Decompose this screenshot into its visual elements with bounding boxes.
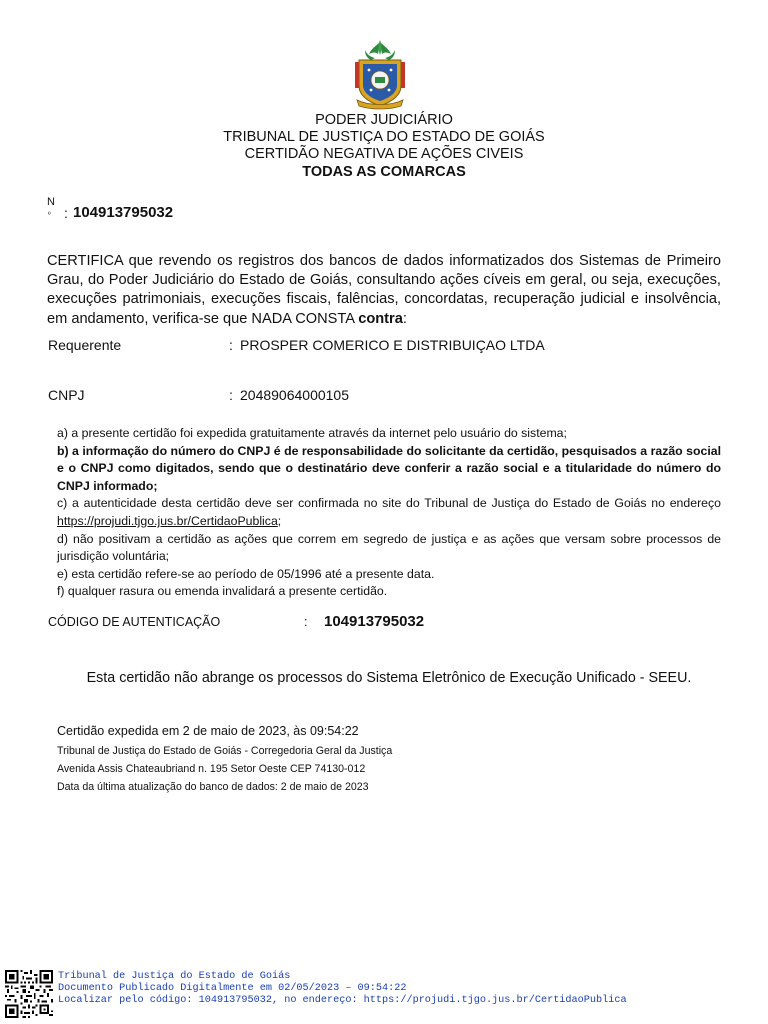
authentication-label: CÓDIGO DE AUTENTICAÇÃO xyxy=(48,615,221,629)
note-f: f) qualquer rasura ou emenda invalidará a presente certidão. xyxy=(57,584,388,599)
header-court-name: TRIBUNAL DE JUSTIÇA DO ESTADO DE GOIÁS xyxy=(223,129,545,145)
notes-list xyxy=(57,425,721,601)
note-a: a) a presente certidão foi expedida gratuitamente através da internet pelo usuário do sistema; xyxy=(57,426,567,440)
header-scope: TODAS AS COMARCAS xyxy=(302,164,466,180)
header-certificate-type: CERTIDÃO NEGATIVA DE AÇÕES CIVEIS xyxy=(244,146,524,162)
authentication-code: 104913795032 xyxy=(324,613,425,630)
number-separator: : xyxy=(64,205,68,221)
certidao-publica-link[interactable]: https://projudi.tjgo.jus.br/CertidaoPublica xyxy=(57,513,278,528)
issuing-court: Tribunal de Justiça do Estado de Goiás - Corregedoria Geral da Justiça xyxy=(57,745,393,757)
certificate-number: 104913795032 xyxy=(73,204,174,221)
certifica-bold-word: contra xyxy=(358,310,403,327)
footer-court-name: Tribunal de Justiça do Estado de Goiás xyxy=(58,971,291,982)
footer-locate-code: Localizar pelo código: 104913795032, no endereço: https://projudi.tjgo.jus.br/CertidaoPublica xyxy=(58,995,627,1006)
court-address: Avenida Assis Chateaubriand n. 195 Setor Oeste CEP 74130-012 xyxy=(57,763,366,775)
certifica-end: : xyxy=(402,310,407,327)
note-c-text: c) a autenticidade desta certidão deve ser confirmada no site do Tribunal de Justiça do Estado de Goiás no endereço xyxy=(57,496,721,511)
footer-published-date: Documento Publicado Digitalmente em 02/05/2023 – 09:54:22 xyxy=(58,983,407,994)
cnpj-value: 20489064000105 xyxy=(240,387,350,403)
cnpj-separator: : xyxy=(229,387,233,403)
number-label-o: º xyxy=(48,212,51,219)
certifica-paragraph xyxy=(47,252,721,329)
authentication-separator: : xyxy=(304,615,308,629)
note-b: b) a informação do número do CNPJ é de responsabilidade do solicitante da certidão, pesquisados a razão social e o CNPJ como digitados, sendo que o destinatário deve conferir a razão social e a titularidade do número do CNPJ informado; xyxy=(57,443,721,493)
note-e: e) esta certidão refere-se ao período de 05/1996 até a presente data. xyxy=(57,566,435,581)
coat-of-arms-icon xyxy=(351,40,409,110)
issued-datetime: Certidão expedida em 2 de maio de 2023, às 09:54:22 xyxy=(57,724,359,738)
note-c-end: ; xyxy=(277,513,282,528)
note-c xyxy=(57,495,721,530)
requerente-label: Requerente xyxy=(48,337,122,353)
cnpj-label: CNPJ xyxy=(48,387,85,403)
number-label-n: N xyxy=(47,196,55,208)
note-d: d) não positivam a certidão as ações que correm em segredo de justiça e as ações que versam sobre processos de jurisdição voluntária; xyxy=(57,531,721,564)
seeu-notice: Esta certidão não abrange os processos do Sistema Eletrônico de Execução Unificado - SEEU. xyxy=(86,670,692,686)
qr-code-icon xyxy=(5,970,53,1018)
header-court-power: PODER JUDICIÁRIO xyxy=(315,112,453,128)
requerente-separator: : xyxy=(229,337,233,353)
requerente-value: PROSPER COMERICO E DISTRIBUIÇAO LTDA xyxy=(240,337,545,353)
database-update-date: Data da última atualização do banco de dados: 2 de maio de 2023 xyxy=(57,781,369,793)
certifica-text: CERTIFICA que revendo os registros dos bancos de dados informatizados dos Sistemas de Primeiro Grau, do Poder Judiciário do Estado de Goiás, consultando ações cíveis em geral, ou seja, execuções, execuções patrimoniais, execuções fiscais, falências, concordatas, recuperação judicial e insolvência, em andamento, verifica-se que NADA CONSTA xyxy=(47,253,721,327)
